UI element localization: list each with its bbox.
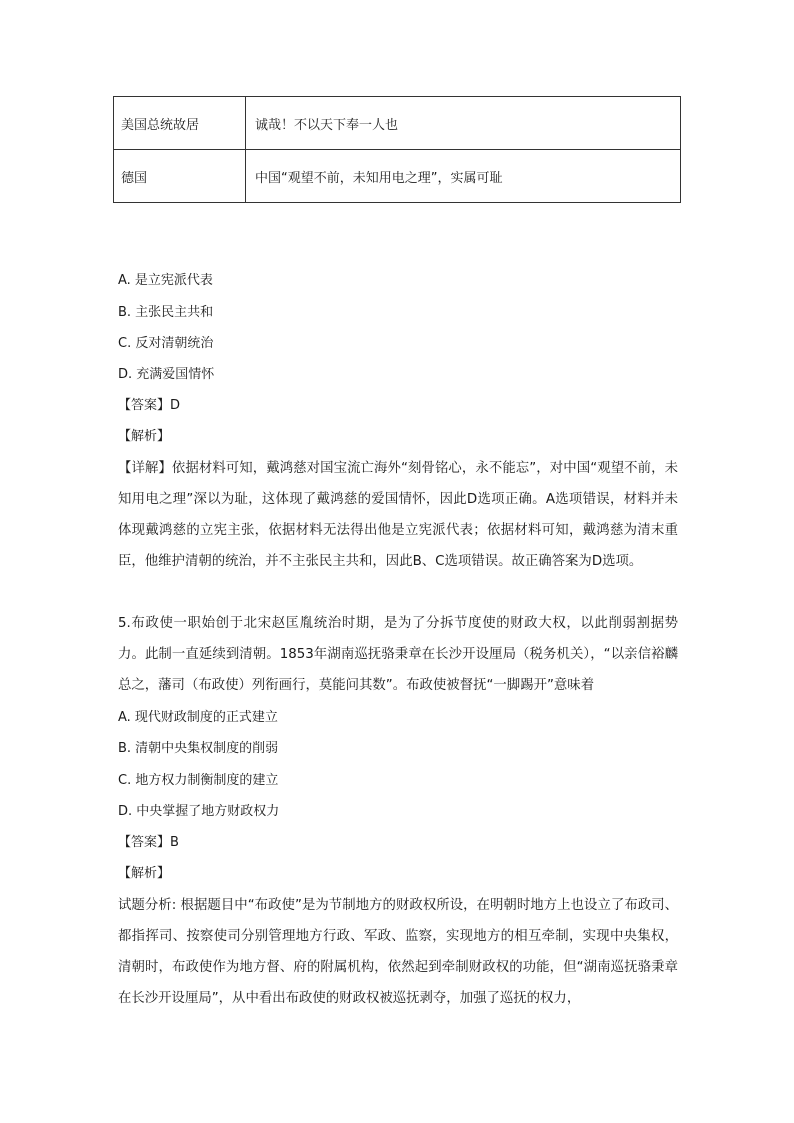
analysis-label: 【解析】 bbox=[118, 429, 171, 444]
comparison-table bbox=[113, 96, 681, 203]
option-d: D. 充满爱国情怀 bbox=[118, 367, 215, 382]
option-a: A. 现代财政制度的正式建立 bbox=[118, 710, 278, 725]
question-5-stem: 5.布政使一职始创于北宋赵匡胤统治时期，是为了分拆节度使的财政大权，以此削弱割据势力。此制一直延续到清朝。1853年湖南巡抚骆秉章在长沙开设厘局（税务机关），“以亲信裕麟总之，藩司（布政使）列衔画行，莫能问其数”。布政使被督抚“一脚踢开”意味着 bbox=[118, 616, 678, 693]
table-cell: 中国“观望不前，未知用电之理”，实属可耻 bbox=[246, 150, 681, 203]
table-row bbox=[114, 97, 681, 150]
analysis-paragraph: 试题分析: 根据题目中“布政使”是为节制地方的财政权所设，在明朝时地方上也设立了布政司、都指挥司、按察使司分别管理地方行政、军政、监察，实现地方的相互牵制，实现中央集权，清朝时，布政使作为地方督、府的附属机构，依然起到牵制财政权的功能，但“湖南巡抚骆秉章在长沙开设厘局”，从中看出布政使的财政权被巡抚剥夺，加强了巡抚的权力， bbox=[118, 898, 678, 1006]
option-d: D. 中央掌握了地方财政权力 bbox=[118, 804, 280, 819]
analysis-label: 【解析】 bbox=[118, 866, 171, 881]
option-b: B. 主张民主共和 bbox=[118, 305, 214, 320]
table-cell: 美国总统故居 bbox=[114, 97, 246, 150]
option-c: C. 地方权力制衡制度的建立 bbox=[118, 773, 279, 788]
option-a: A. 是立宪派代表 bbox=[118, 273, 213, 288]
answer-label: 【答案】B bbox=[118, 835, 179, 850]
option-b: B. 清朝中央集权制度的削弱 bbox=[118, 741, 279, 756]
table-cell: 诚哉！不以天下奉一人也 bbox=[246, 97, 681, 150]
table-row bbox=[114, 150, 681, 203]
detail-paragraph: 【详解】依据材料可知，戴鸿慈对国宝流亡海外“刻骨铭心，永不能忘”，对中国“观望不前，未知用电之理”深以为耻，这体现了戴鸿慈的爱国情怀，因此D选项正确。A选项错误，材料并未体现戴鸿慈的立宪主张，依据材料无法得出他是立宪派代表；依据材料可知，戴鸿慈为清末重臣，他维护清朝的统治，并不主张民主共和，因此B、C选项错误。故正确答案为D选项。 bbox=[118, 461, 678, 569]
table-cell: 德国 bbox=[114, 150, 246, 203]
answer-label: 【答案】D bbox=[118, 398, 181, 413]
option-c: C. 反对清朝统治 bbox=[118, 336, 214, 351]
